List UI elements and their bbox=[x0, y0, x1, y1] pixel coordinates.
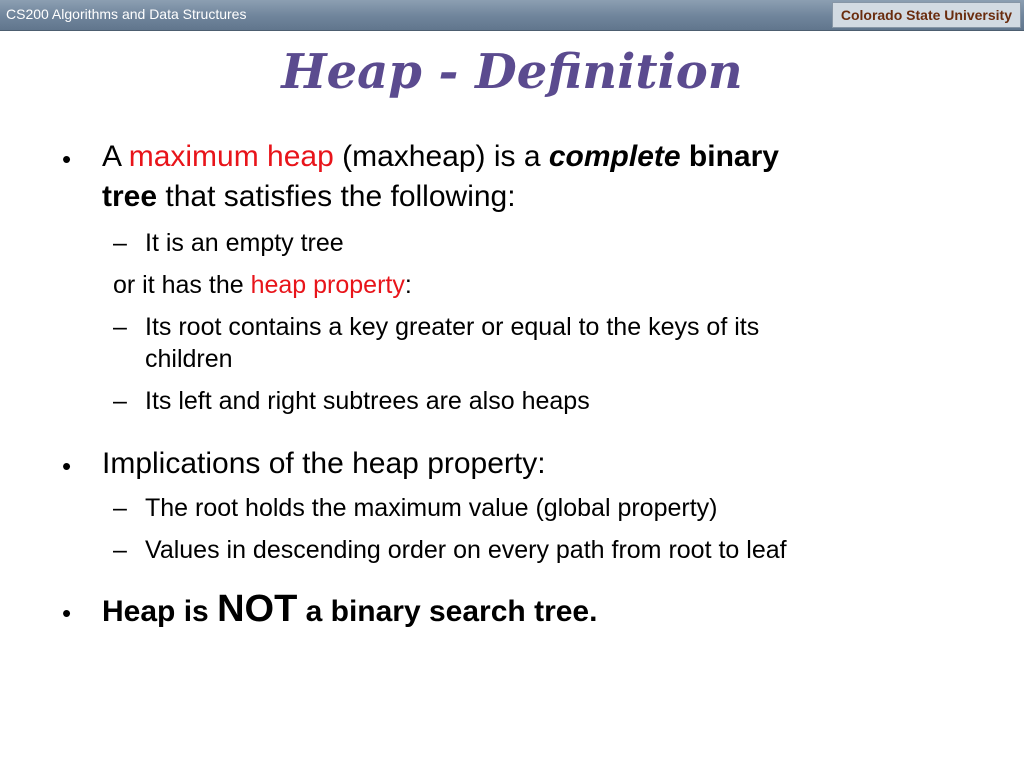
bullet-2-implications: Implications of the heap property: bbox=[102, 447, 546, 480]
term-complete: complete bbox=[548, 140, 681, 173]
sub-bullet-marker: – bbox=[113, 229, 127, 257]
sub-bullet-marker: – bbox=[113, 536, 127, 564]
sub-bullet-marker: – bbox=[113, 494, 127, 522]
bullet-1-line-1 bbox=[102, 140, 779, 174]
sub-bullet-marker: – bbox=[113, 387, 127, 415]
bullet-1-line-2 bbox=[102, 180, 516, 214]
bullet-3-text-b: a binary search tree. bbox=[297, 595, 598, 628]
heap-property-line bbox=[113, 271, 412, 300]
heap-property-text-b: : bbox=[404, 271, 412, 299]
sub-bullet-empty-tree: It is an empty tree bbox=[145, 229, 344, 257]
slide-title: Heap - Definition bbox=[281, 44, 743, 100]
bullet-marker: • bbox=[62, 451, 72, 481]
bullet-marker: • bbox=[62, 598, 72, 628]
bullet-1-text-b: (maxheap) is a bbox=[333, 140, 549, 173]
sub-bullet-root-key-line-2: children bbox=[145, 345, 233, 373]
bullet-3-text-a: Heap is bbox=[102, 595, 218, 628]
bullet-marker: • bbox=[62, 144, 72, 174]
sub-bullet-descending-order: Values in descending order on every path from root to leaf bbox=[145, 536, 787, 564]
bullet-1-text-a: A bbox=[102, 140, 129, 173]
course-title: CS200 Algorithms and Data Structures bbox=[6, 6, 247, 22]
sub-bullet-root-key-line-1: Its root contains a key greater or equal to the keys of its bbox=[145, 313, 760, 341]
term-binary: binary bbox=[680, 140, 779, 173]
heap-property-text-a: or it has the bbox=[113, 271, 251, 299]
emphasis-not: NOT bbox=[217, 588, 298, 630]
term-maximum-heap: maximum heap bbox=[128, 140, 334, 173]
sub-bullet-subtrees: Its left and right subtrees are also heaps bbox=[145, 387, 590, 415]
university-name: Colorado State University bbox=[840, 7, 1012, 23]
bullet-3-not-bst bbox=[102, 588, 597, 631]
term-heap-property: heap property bbox=[250, 271, 405, 299]
sub-bullet-marker: – bbox=[113, 313, 127, 341]
term-tree: tree bbox=[102, 180, 158, 213]
bullet-1-text-c: that satisfies the following: bbox=[157, 180, 516, 213]
sub-bullet-root-maximum: The root holds the maximum value (global property) bbox=[145, 494, 718, 522]
